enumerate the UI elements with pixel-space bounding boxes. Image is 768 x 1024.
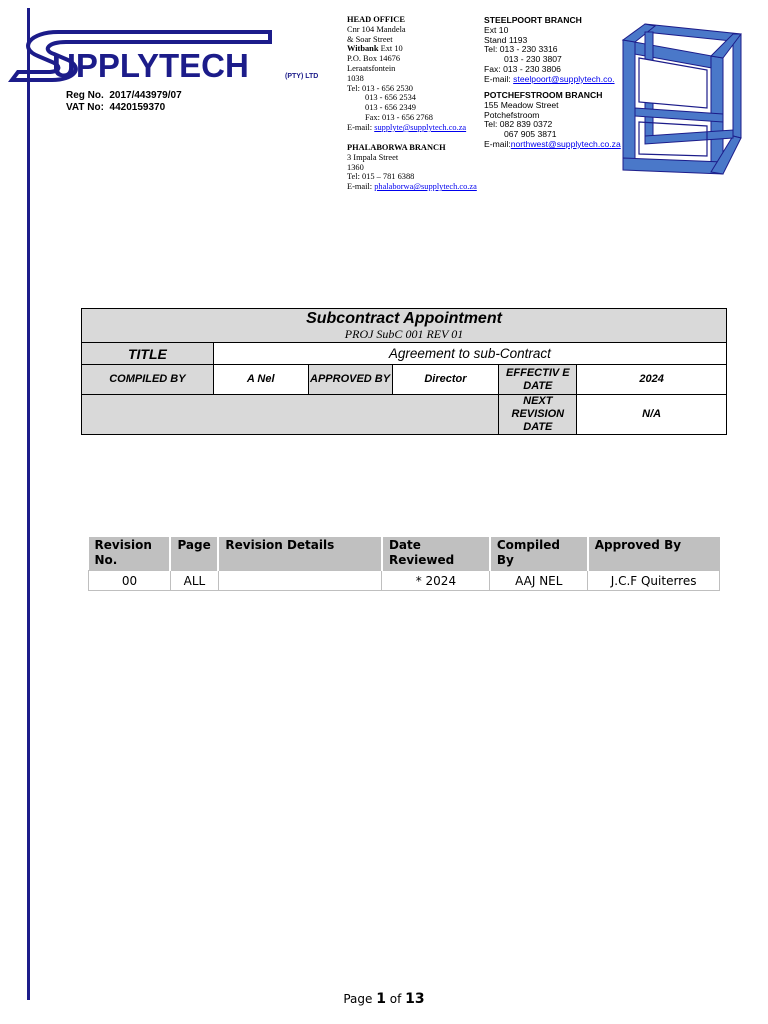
effective-date-value: 2024: [577, 365, 727, 395]
document-subtitle: PROJ SubC 001 REV 01: [344, 327, 464, 341]
address-line: 155 Meadow Street: [484, 99, 559, 110]
head-office-address: [347, 15, 466, 133]
email-label: E-mail:: [484, 73, 514, 84]
vat-label: VAT No:: [66, 102, 104, 113]
revision-no-header: Revision No.: [89, 537, 171, 571]
address-line: 1038: [347, 73, 364, 83]
potchefstroom-heading: POTCHEFSTROOM BRANCH: [484, 90, 603, 100]
address-line: Ext 10: [484, 24, 509, 35]
address-line: P.O. Box 14676: [347, 54, 401, 64]
address-line: Tel: 015 – 781 6388: [347, 172, 415, 182]
effective-date-label: EFFECTIV E DATE: [499, 365, 577, 395]
title-label: TITLE: [82, 343, 214, 365]
phalaborwa-address: [347, 143, 477, 192]
address-line: Fax: 013 - 230 3806: [484, 63, 561, 74]
steelpoort-heading: STEELPOORT BRANCH: [484, 15, 582, 25]
steelpoort-email-link[interactable]: steelpoort@supplytech.co.: [513, 73, 615, 84]
table-row: [89, 571, 720, 591]
email-line: [347, 123, 466, 133]
approved-by-value: Director: [392, 365, 499, 395]
address-line: Leraatsfontein: [347, 63, 396, 73]
witbank-rest: Ext 10: [378, 44, 403, 54]
steelpoort-address: [484, 16, 615, 85]
address-line: [347, 44, 466, 54]
reg-value: 2017/443979/07: [109, 90, 182, 101]
approved-by-cell: J.C.F Quiterres: [588, 571, 720, 591]
revision-details-header: Revision Details: [218, 537, 382, 571]
revision-no-cell: 00: [89, 571, 171, 591]
address-line: Cnr 104 Mandela: [347, 24, 406, 34]
email-line: [347, 182, 477, 192]
address-line: 067 905 3871: [504, 129, 557, 140]
address-line: Fax: 013 - 656 2768: [365, 112, 433, 122]
cube-logo-icon: [615, 18, 747, 178]
revision-details-cell: [218, 571, 382, 591]
page-cell: ALL: [170, 571, 218, 591]
page-footer: [0, 991, 768, 1007]
witbank-bold: Witbank: [347, 44, 379, 54]
company-pty: (PTY) LTD: [285, 73, 319, 80]
revision-history-table: [88, 537, 720, 591]
compiled-by-label: COMPILED BY: [82, 365, 214, 395]
potchefstroom-address: [484, 91, 621, 150]
registration-info: [66, 90, 182, 114]
address-line: 1360: [347, 162, 364, 172]
address-line: 3 Impala Street: [347, 152, 399, 162]
email-label: E-mail:: [347, 122, 375, 132]
page-header: Page: [170, 537, 218, 571]
current-page: 1: [376, 991, 386, 1007]
title-value: Agreement to sub-Contract: [213, 343, 726, 365]
email-label: E-mail:: [484, 138, 511, 149]
head-office-email-link[interactable]: supplyte@supplytech.co.za: [374, 122, 467, 132]
next-revision-value: N/A: [577, 395, 727, 435]
email-line: [484, 140, 621, 150]
email-line: [484, 75, 615, 85]
date-reviewed-cell: * 2024: [382, 571, 490, 591]
address-line: Tel: 013 - 230 3316: [484, 44, 558, 55]
potchefstroom-email-link[interactable]: northwest@supplytech.co.za: [510, 138, 621, 149]
address-line: Tel: 013 - 656 2530: [347, 83, 413, 93]
total-pages: 13: [405, 991, 425, 1007]
address-line: Tel: 082 839 0372: [484, 119, 553, 130]
date-reviewed-header: Date Reviewed: [382, 537, 490, 571]
address-line: 013 - 656 2349: [365, 103, 416, 113]
address-line: 013 - 230 3807: [504, 54, 562, 65]
address-line: & Soar Street: [347, 34, 393, 44]
blank-grey-cell: [82, 395, 499, 435]
address-line: Potchefstroom: [484, 109, 540, 120]
company-name: UPPLYTECH: [52, 47, 249, 84]
approved-by-label: APPROVED BY: [308, 365, 392, 395]
email-label: E-mail:: [347, 182, 375, 192]
compiled-by-cell: AAJ NEL: [490, 571, 588, 591]
address-line: Stand 1193: [484, 34, 528, 45]
next-revision-label: NEXT REVISION DATE: [499, 395, 577, 435]
of-label: of: [385, 992, 406, 1006]
compiled-by-header: Compiled By: [490, 537, 588, 571]
address-line: 013 - 656 2534: [365, 93, 416, 103]
document-title: Subcontract Appointment: [306, 310, 502, 327]
document-control-table: [81, 308, 727, 435]
compiled-by-value: A Nel: [213, 365, 308, 395]
reg-label: Reg No.: [66, 90, 104, 101]
head-office-heading: HEAD OFFICE: [347, 15, 405, 24]
left-margin-rule: [27, 8, 30, 1000]
vat-value: 4420159370: [109, 102, 166, 113]
page-label: Page: [343, 992, 377, 1006]
approved-by-header: Approved By: [588, 537, 720, 571]
phalaborwa-heading: PHALABORWA BRANCH: [347, 143, 446, 152]
phalaborwa-email-link[interactable]: phalaborwa@supplytech.co.za: [374, 182, 477, 192]
document-title-cell: [82, 309, 727, 343]
